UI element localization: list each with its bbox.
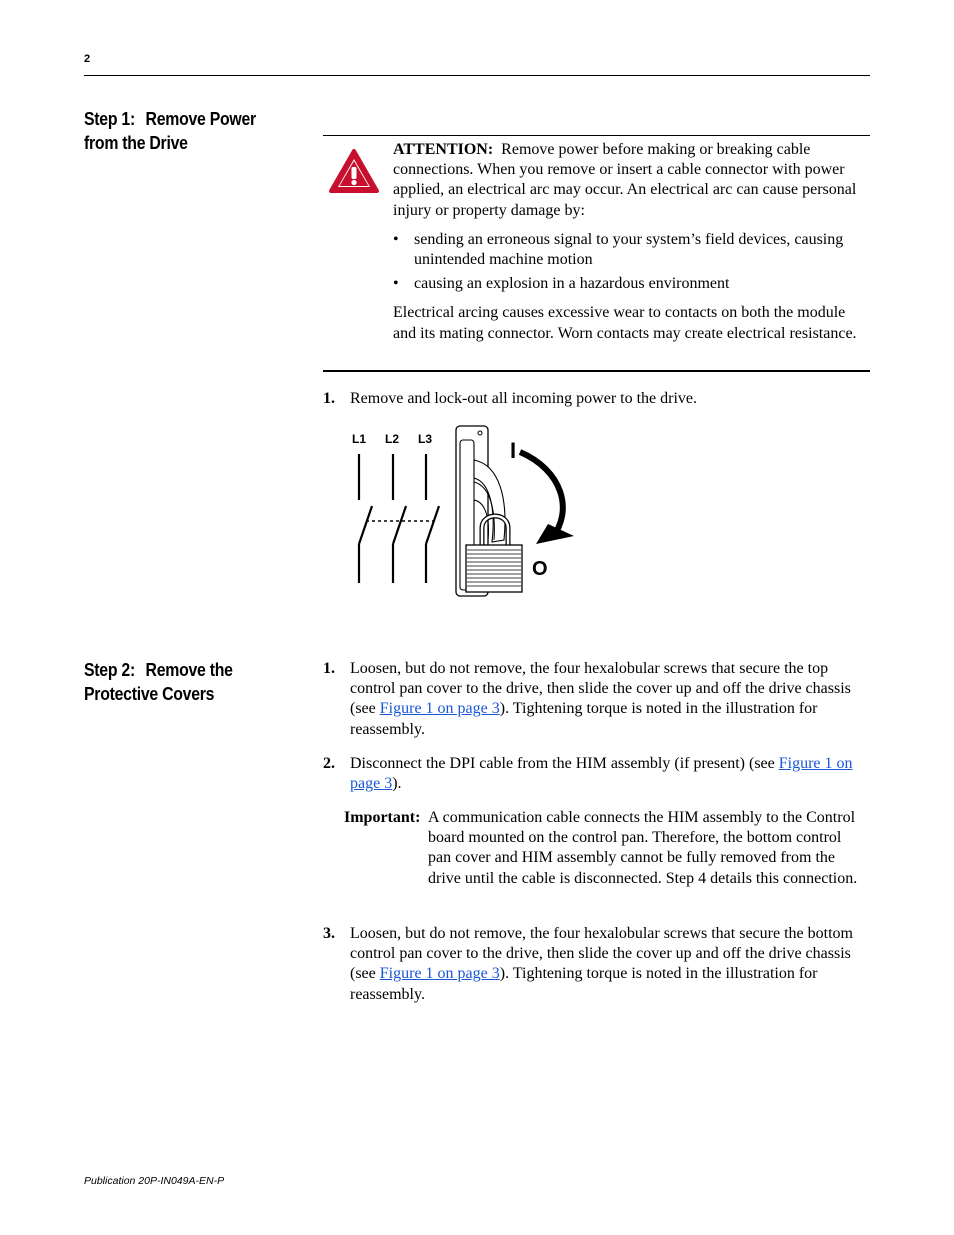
item-text-part: ). [392, 775, 402, 793]
figure-1-link[interactable]: Figure 1 on page 3 [379, 965, 500, 983]
label-l3: L3 [418, 432, 433, 446]
important-text: A communication cable connects the HIM assembly to the Control board mounted on the control pan. Therefore, the bottom control pan cover and HIM assembly cannot be fully removed from the drive until the cable is disconnected. Step 4 details this connection. [428, 809, 858, 887]
attention-intro: Remove power before making or breaking cable connections. When you remove or insert a cable connector with power applied, an electrical arc may occur. An electrical arc can cause personal injury or property damage by: [393, 141, 857, 219]
attention-bullet: • causing an explosion in a hazardous environment [393, 274, 868, 294]
attention-top-rule [323, 135, 870, 136]
step2-item-1 [323, 659, 868, 740]
figure-1-link[interactable]: Figure 1 on page 3 [379, 700, 500, 718]
important-note [344, 808, 864, 889]
step1-instruction-text: Remove and lock-out all incoming power to the drive. [350, 390, 698, 407]
attention-bullet-list [393, 230, 868, 295]
step2-title-part2: Protective Covers [84, 684, 215, 704]
item-text [350, 924, 868, 1005]
figure-1-link[interactable]: Figure 1 on page 3 [350, 755, 853, 793]
item-number: 3. [323, 925, 335, 942]
switch-contacts [359, 454, 439, 583]
step2-title-part1: Remove the [145, 660, 233, 680]
step1-instruction [323, 389, 868, 409]
attention-bottom-rule [323, 370, 870, 372]
item-number: 1. [323, 660, 335, 677]
attention-box [393, 140, 868, 344]
attention-bullet: • sending an erroneous signal to your system’s field devices, causing unintended machine motion [393, 230, 868, 270]
item-text-part: ). Tightening torque is noted in the illustration for reassembly. [350, 700, 818, 738]
disconnect-switch-illustration [340, 420, 590, 600]
important-label: Important: [344, 809, 421, 826]
label-l1: L1 [352, 432, 367, 446]
rotation-arrow [520, 452, 563, 538]
label-off: O [532, 558, 548, 580]
item-text-part: Loosen, but do not remove, the four hexalobular screws that secure the top control pan cover to the drive, then slide the cover up and off the drive chassis (see [350, 660, 851, 718]
item-number: 2. [323, 755, 335, 772]
label-l2: L2 [385, 432, 400, 446]
item-text [350, 754, 862, 794]
header-rule [84, 75, 870, 76]
item-text-part: Loosen, but do not remove, the four hexalobular screws that secure the bottom control pan cover to the drive, then slide the cover up and off the drive chassis (see [350, 925, 853, 983]
step2-heading [84, 658, 286, 706]
publication-footer: Publication 20P-IN049A-EN-P [84, 1175, 225, 1187]
item-text-part: Disconnect the DPI cable from the HIM assembly (if present) (see [350, 755, 779, 772]
attention-closing: Electrical arcing causes excessive wear to contacts on both the module and its mating connector. Worn contacts may create electrical resistance. [393, 304, 857, 342]
label-on: I [510, 438, 517, 463]
item-text-part: ). Tightening torque is noted in the illustration for reassembly. [350, 965, 818, 1003]
step2-item-2 [323, 754, 868, 794]
attention-label: ATTENTION: [393, 141, 494, 158]
step2-item-3 [323, 924, 868, 1005]
step1-title-part2: from the Drive [84, 133, 188, 153]
rotation-arrowhead [536, 524, 574, 544]
step2-number: Step 2: [84, 660, 135, 680]
warning-triangle-icon [328, 148, 380, 194]
attention-intro-paragraph [393, 140, 868, 221]
step1-instruction-number: 1. [323, 390, 335, 407]
item-text [350, 659, 868, 740]
step1-title-part1: Remove Power [145, 109, 256, 129]
step1-number: Step 1: [84, 109, 135, 129]
page-number: 2 [84, 53, 91, 65]
step1-heading [84, 107, 286, 155]
